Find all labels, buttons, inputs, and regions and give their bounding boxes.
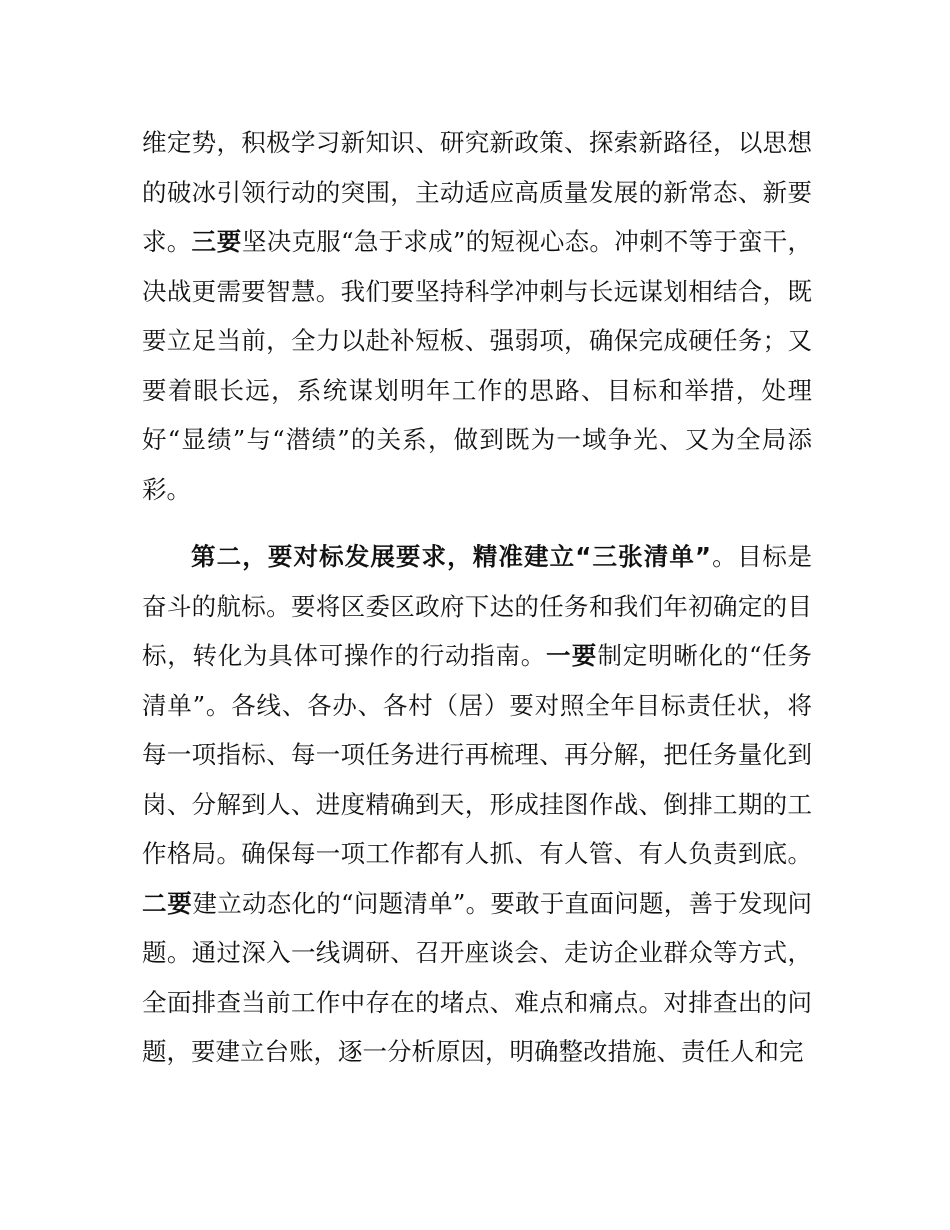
paragraph-2-text-1: 。目标是奋斗的航标。要将区委区政府下达的任务和我们年初确定的目标，转化为具体可操作的行动指南。: [142, 542, 813, 670]
paragraph-1-text-2: 坚决克服“急于求成”的短视心态。冲刺不等于蛮干，决战更需要智慧。我们要坚持科学冲刺与长远谋划相结合，既要立足当前，全力以赴补短板、强弱项，确保完成硬任务；又要着眼长远，系统谋划明年工作的思路、目标和举措，处理好“显绩”与“潜绩”的关系，做到既为一域争光、又为全局添彩。: [142, 227, 812, 504]
paragraph-2-keyword-yi-yao: 一要: [545, 641, 598, 670]
paragraph-2-text-2: 制定明晰化的“任务清单”。各线、各办、各村（居）要对照全年目标责任状，将每一项指标、每一项任务进行再梳理、再分解，把任务量化到岗、分解到人、进度精确到天，形成挂图作战、倒排工期的工作格局。确保每一项工作都有人抓、有人管、有人负责到底。: [142, 641, 812, 868]
paragraph-2-heading: 第二，要对标发展要求，精准建立“三张清单”: [191, 542, 712, 571]
paragraph-2-keyword-er-yao: 二要: [142, 888, 193, 918]
paragraph-1: [142, 118, 812, 514]
paragraph-2: [142, 532, 812, 1077]
paragraph-2-text-3: 建立动态化的“问题清单”。要敢于直面问题，善于发现问题。通过深入一线调研、召开座谈会、走访企业群众等方式，全面排查当前工作中存在的堵点、难点和痛点。对排查出的问题，要建立台账，逐一分析原因，明确整改措施、责任人和完: [142, 888, 812, 1066]
paragraph-1-text-1: 维定势，积极学习新知识、研究新政策、探索新路径，以思想的破冰引领行动的突围，主动适应高质量发展的新常态、新要求。: [142, 128, 812, 256]
paragraph-1-keyword-san-yao: 三要: [191, 227, 243, 256]
